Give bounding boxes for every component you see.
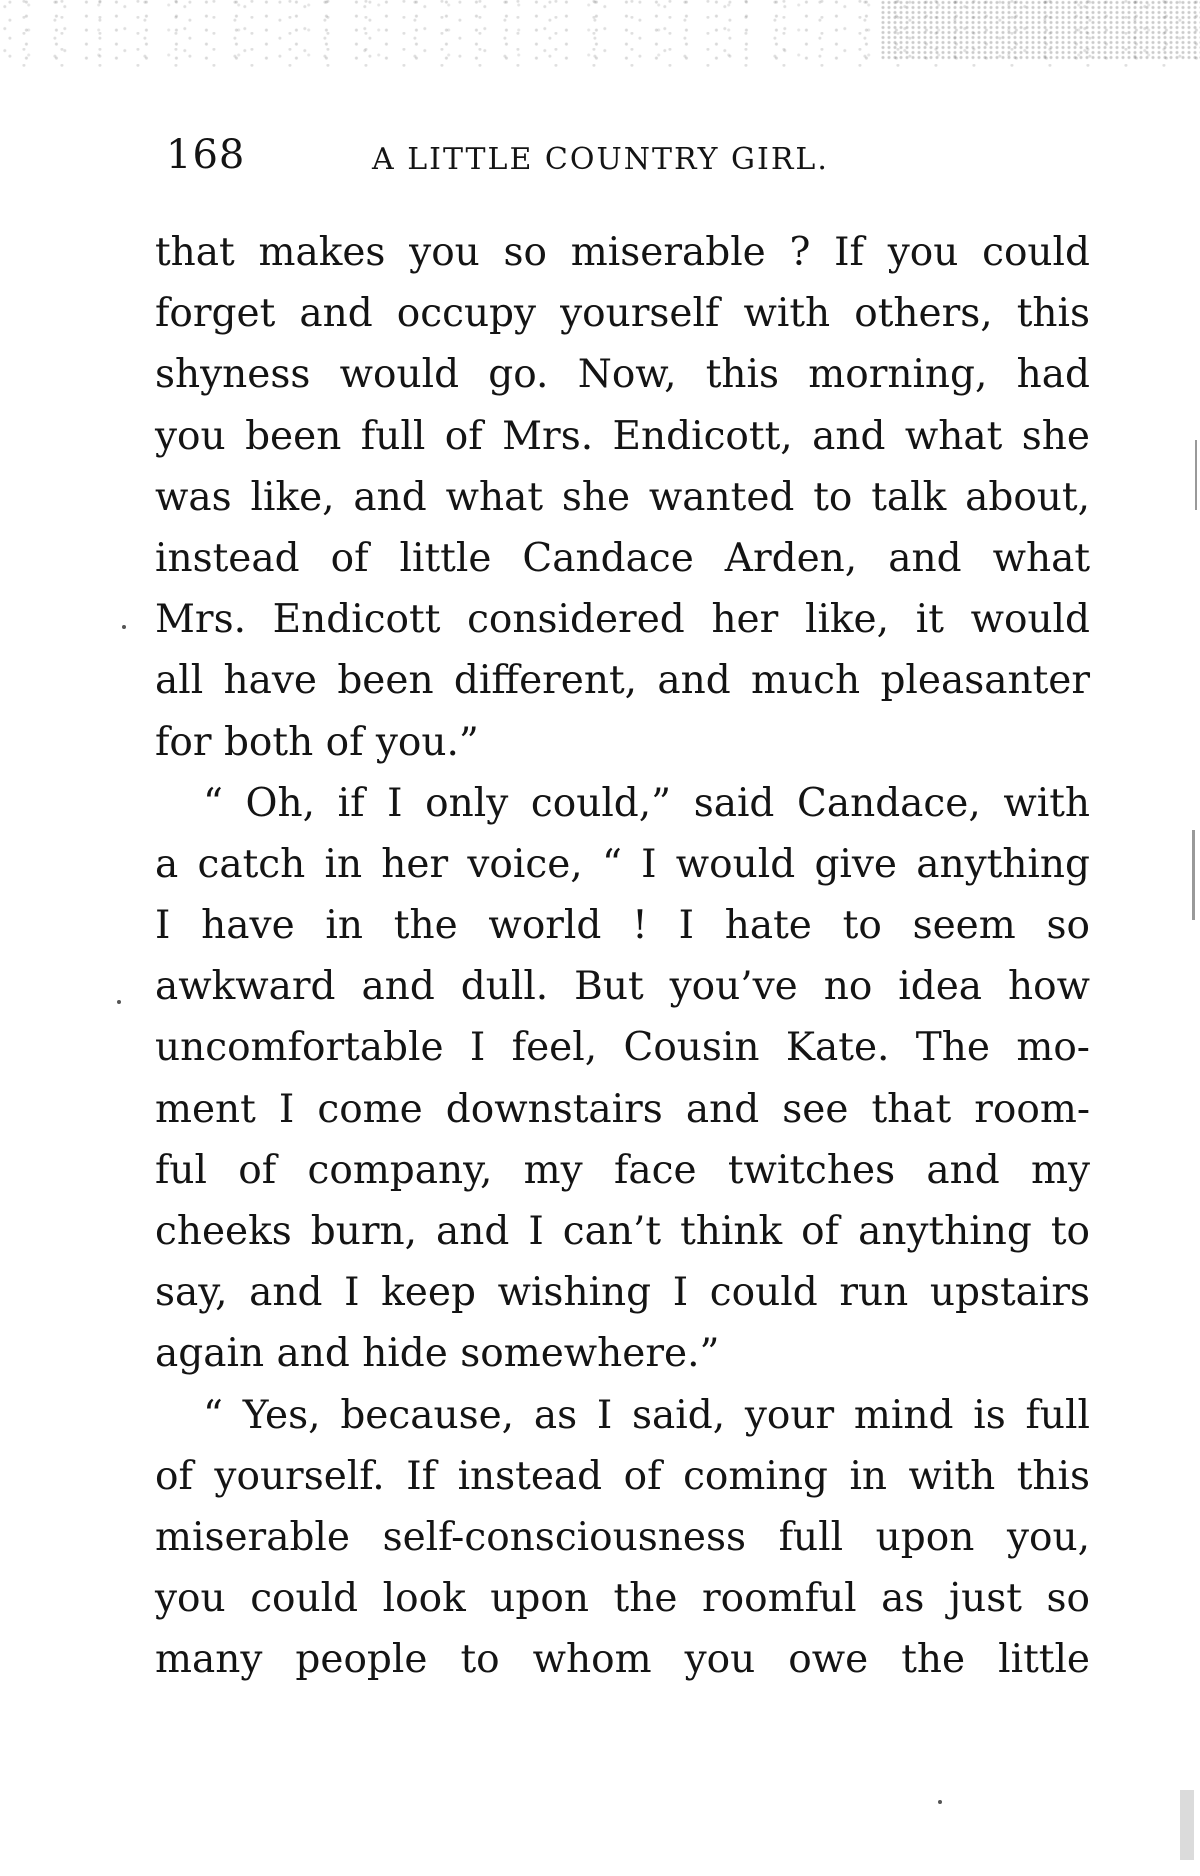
text-line: that makes you so miserable ? If you could — [155, 230, 1090, 275]
text-line: awkward and dull. But you’ve no idea how — [155, 964, 1090, 1010]
text-line: say, and I keep wishing I could run upstairs — [155, 1270, 1090, 1316]
text-line: you been full of Mrs. Endicott, and what she — [155, 413, 1090, 459]
text-line: uncomfortable I feel, Cousin Kate. The mo- — [155, 1025, 1090, 1071]
text-line: “ Oh, if I only could,” said Candace, with — [203, 780, 1090, 826]
margin-speck — [122, 625, 126, 629]
text-line: Mrs. Endicott considered her like, it would — [155, 597, 1090, 643]
scan-noise-top-right — [880, 0, 1200, 60]
text-line: a catch in her voice, “ I would give anything — [155, 841, 1090, 887]
text-line: instead of little Candace Arden, and what — [155, 535, 1090, 581]
text-line: “ Yes, because, as I said, your mind is full — [203, 1392, 1090, 1438]
text-line: ful of company, my face twitches and my — [155, 1147, 1090, 1193]
body-text — [155, 222, 1090, 1691]
text-line: forget and occupy yourself with others, this — [155, 291, 1090, 337]
margin-streak — [1192, 830, 1195, 920]
text-line: shyness would go. Now, this morning, had — [155, 352, 1090, 398]
text-line: I have in the world ! I hate to seem so — [155, 903, 1090, 949]
text-line: many people to whom you owe the little — [155, 1637, 1090, 1683]
text-line: ment I come downstairs and see that room- — [155, 1086, 1090, 1132]
text-line: for both of you.” — [155, 719, 479, 765]
margin-speck — [117, 1000, 121, 1004]
margin-speck — [938, 1800, 942, 1804]
text-line: was like, and what she wanted to talk about, — [155, 474, 1090, 520]
text-line: of yourself. If instead of coming in with this — [155, 1453, 1090, 1499]
text-line: you could look upon the roomful as just so — [155, 1576, 1090, 1622]
text-line: again and hide somewhere.” — [155, 1331, 720, 1377]
running-head: A LITTLE COUNTRY GIRL. — [372, 142, 829, 177]
page-number: 168 — [166, 132, 246, 178]
margin-streak — [1195, 440, 1197, 510]
page-header — [160, 128, 1100, 188]
margin-streak — [1180, 1790, 1194, 1860]
text-line: miserable self-consciousness full upon you, — [155, 1514, 1090, 1560]
text-line: cheeks burn, and I can’t think of anything to — [155, 1209, 1090, 1254]
text-line: all have been different, and much pleasanter — [155, 658, 1090, 704]
